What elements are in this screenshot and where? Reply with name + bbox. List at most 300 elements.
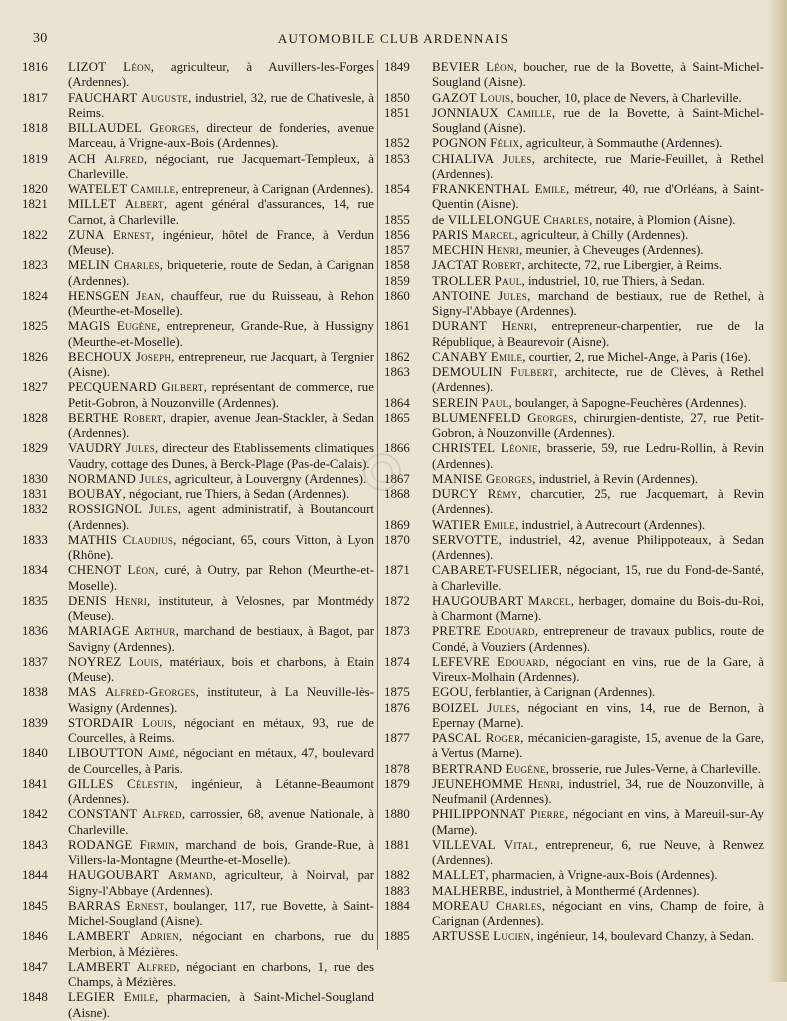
- entry-number: 1883: [384, 883, 410, 898]
- member-surname: RODANGE: [68, 837, 133, 852]
- member-surname: LIBOUTTON: [68, 746, 144, 761]
- member-surname: MATHIS: [68, 532, 118, 547]
- member-entry: [384, 441, 764, 472]
- member-details: , représentant de commerce, rue Petit-Gobron, à Nouzonville (Ardennes).: [68, 380, 374, 410]
- member-details: , architecte, 72, rue Libergier, à Reims.: [521, 258, 723, 273]
- member-details: , curé, à Outry, par Rehon (Meurthe-et-Moselle).: [68, 563, 374, 593]
- member-details: , meunier, à Cheveuges (Ardennes).: [519, 243, 704, 257]
- entry-number: 1816: [22, 60, 48, 74]
- member-surname: PASCAL: [432, 731, 482, 745]
- member-given-name: Alfred: [136, 959, 177, 974]
- member-surname: VAUDRY: [68, 441, 122, 456]
- member-details: , herbager, domaine du Bois-du-Roi, à Charmont (Marne).: [432, 593, 764, 623]
- member-entry: [22, 121, 374, 152]
- member-given-name: Jules: [148, 502, 178, 517]
- member-surname: ZUNA: [68, 227, 105, 242]
- member-surname: DENIS: [68, 593, 107, 608]
- member-entry: [22, 91, 374, 122]
- entry-number: 1880: [384, 807, 410, 822]
- member-details: , marchand de bestiaux, rue de Rethel, à Signy-l'Abbaye (Ardennes).: [432, 288, 764, 318]
- member-surname: EGOU: [432, 685, 469, 700]
- member-surname: DURCY: [432, 487, 479, 501]
- entry-number: 1860: [384, 288, 410, 303]
- entry-number: 1827: [22, 380, 48, 395]
- member-surname: HAUGOUBART: [432, 593, 524, 608]
- member-surname: ACH: [68, 151, 96, 166]
- member-entry: [22, 868, 374, 899]
- member-details: , instituteur, à Velosnes, par Montmédy (Meuse).: [68, 593, 374, 623]
- member-details: , négociant, rue Jacquemart-Templeux, à Charleville.: [68, 151, 374, 181]
- member-surname: LIZOT: [68, 60, 107, 74]
- running-title: AUTOMOBILE CLUB ARDENNAIS: [277, 31, 510, 46]
- member-given-name: Ernest: [112, 227, 152, 242]
- member-details: , industriel, 32, rue de Chativesle, à Reims.: [68, 90, 374, 120]
- member-surname: FRANKENTHAL: [432, 182, 530, 196]
- entry-number: 1832: [22, 502, 48, 517]
- member-surname: PHILIPPONNAT: [432, 807, 526, 822]
- member-given-name: Paul: [481, 395, 509, 410]
- page-header: [0, 31, 787, 51]
- member-entry: [384, 243, 764, 258]
- member-details: , négociant en métaux, 93, rue de Courcelles, à Reims.: [68, 715, 374, 745]
- member-entry: [384, 152, 764, 183]
- member-details: , ingénieur, à Létanne-Beaumont (Ardennes).: [68, 776, 374, 806]
- member-given-name: Charles: [543, 212, 590, 227]
- member-entry: [384, 182, 764, 213]
- entry-number: 1855: [384, 212, 410, 227]
- entry-number: 1822: [22, 227, 48, 242]
- member-given-name: Joseph: [135, 349, 172, 364]
- member-entry: [384, 563, 764, 594]
- entry-number: 1885: [384, 929, 410, 944]
- member-surname: WATIER: [432, 517, 481, 532]
- member-given-name: Charles: [114, 258, 160, 273]
- member-entry: [22, 746, 374, 777]
- member-given-name: Edouard: [486, 624, 535, 639]
- entry-number: 1878: [384, 761, 410, 776]
- member-entry: [22, 655, 374, 686]
- member-details: , boulanger, à Sapogne-Feuchères (Ardennes).: [508, 395, 747, 410]
- member-entry: [22, 197, 374, 228]
- member-surname: MANISE: [432, 471, 483, 486]
- member-surname: HAUGOUBART: [68, 868, 160, 883]
- member-details: , agriculteur, à Louvergny (Ardennes).: [168, 471, 367, 486]
- member-details: , négociant en vins, rue de la Gare, à Vireux-Molhain (Ardennes).: [432, 654, 764, 684]
- member-details: , négociant en vins, 14, rue de Bernon, à Epernay (Marne).: [432, 700, 764, 730]
- member-given-name: Firmin: [139, 837, 176, 852]
- entry-number: 1873: [384, 624, 410, 639]
- member-details: , directeur de fonderies, avenue Marceau, à Vrigne-aux-Bois (Ardennes).: [68, 121, 374, 151]
- member-details: , ferblantier, à Carignan (Ardennes).: [468, 685, 656, 700]
- member-details: , négociant, 15, rue du Fond-de-Santé, à Charleville.: [432, 563, 764, 593]
- member-details: , ingénieur, hôtel de France, à Verdun (Meuse).: [68, 227, 374, 257]
- entry-number: 1861: [384, 319, 410, 334]
- member-details: , mécanicien-garagiste, 15, avenue de la Gare, à Vertus (Marne).: [432, 731, 764, 761]
- member-given-name: Auguste: [141, 90, 189, 105]
- member-surname: PARIS: [432, 227, 469, 242]
- member-given-name: Alfred-Georges: [104, 685, 196, 700]
- member-details: , industriel, à Autrecourt (Ardennes).: [515, 517, 706, 532]
- member-surname: ROSSIGNOL: [68, 502, 143, 517]
- member-entry: [384, 213, 764, 228]
- member-given-name: Jules: [487, 700, 517, 715]
- member-entry: [384, 274, 764, 289]
- member-details: , instituteur, à La Neuville-lès-Wasigny (Ardennes).: [68, 685, 374, 715]
- member-details: , agent administratif, à Boutancourt (Ardennes).: [68, 502, 374, 532]
- member-details: , entrepreneur, rue Jacquart, à Tergnier (Aisne).: [68, 349, 374, 379]
- member-details: , négociant en vins, Champ de foire, à Carignan (Ardennes).: [432, 898, 764, 928]
- member-entry: [384, 533, 764, 564]
- member-entry: [22, 502, 374, 533]
- member-entry: [22, 60, 374, 91]
- entry-number: 1859: [384, 273, 410, 288]
- member-entry: [22, 228, 374, 259]
- member-given-name: Louis: [142, 715, 173, 730]
- member-surname: BECHOUX: [68, 349, 132, 364]
- member-details: , boulanger, 117, rue Bovette, à Saint-Michel-Sougland (Aisne).: [68, 898, 374, 928]
- member-details: , boucher, 10, place de Nevers, à Charleville.: [510, 90, 742, 105]
- member-given-name: Léonie: [500, 441, 538, 456]
- entry-number: 1856: [384, 227, 410, 242]
- member-given-name: Camille: [130, 182, 176, 196]
- entry-number: 1819: [22, 151, 48, 166]
- member-surname: BERTHE: [68, 410, 119, 425]
- member-given-name: Marcel: [527, 593, 571, 608]
- member-entry: [22, 182, 374, 197]
- member-entry: [384, 319, 764, 350]
- entry-number: 1820: [22, 182, 48, 196]
- member-given-name: Paul: [494, 273, 522, 288]
- member-entry: [384, 289, 764, 320]
- member-given-name: Célestin: [127, 776, 175, 791]
- member-entry: [22, 685, 374, 716]
- member-details: , industriel, à Monthermé (Ardennes).: [504, 883, 700, 898]
- member-details: , entrepreneur de travaux publics, route de Condé, à Vouziers (Ardennes).: [432, 624, 764, 654]
- member-details: , architecte, rue de Clèves, à Rethel (Ardennes).: [432, 365, 764, 395]
- member-surname: SEREIN: [432, 395, 479, 410]
- member-details: , industriel, à Revin (Ardennes).: [532, 471, 699, 486]
- entry-number: 1829: [22, 441, 48, 456]
- member-given-name: Robert: [123, 410, 163, 425]
- member-entry: [384, 60, 764, 91]
- member-entry: [384, 929, 764, 944]
- member-given-name: Rémy: [487, 487, 518, 501]
- page-edge: [767, 0, 787, 982]
- right-column: [384, 60, 764, 960]
- member-given-name: Jules: [126, 441, 156, 456]
- member-entry: [384, 807, 764, 838]
- member-surname: BOUBAY: [68, 487, 123, 501]
- member-given-name: Albert: [124, 197, 164, 212]
- member-given-name: Georges: [149, 121, 196, 135]
- entry-number: 1840: [22, 746, 48, 761]
- member-given-name: Edouard: [497, 654, 546, 669]
- member-entry: [384, 396, 764, 411]
- member-details: , industriel, 10, rue Thiers, à Sedan.: [521, 273, 705, 288]
- member-given-name: Léon: [127, 563, 156, 578]
- entry-number: 1869: [384, 517, 410, 532]
- member-entry: [22, 838, 374, 869]
- member-surname: LAMBERT: [68, 929, 131, 944]
- member-entry: [384, 624, 764, 655]
- entry-number: 1865: [384, 410, 410, 425]
- member-entry: [384, 701, 764, 732]
- member-details: , agriculteur, à Sommauthe (Ardennes).: [519, 136, 723, 151]
- entry-number: 1830: [22, 471, 48, 486]
- member-surname: MARIAGE: [68, 624, 130, 639]
- member-details: , entrepreneur-charpentier, rue de la République, à Beaurevoir (Aisne).: [432, 319, 764, 349]
- member-entry: [22, 472, 374, 487]
- member-given-name: Pierre: [530, 807, 566, 822]
- member-entry: [22, 533, 374, 564]
- member-surname: LAMBERT: [68, 959, 131, 974]
- member-surname: ARTUSSE: [432, 929, 490, 944]
- member-entry: [384, 899, 764, 930]
- member-given-name: Jean: [136, 288, 161, 303]
- entry-number: 1881: [384, 837, 410, 852]
- member-given-name: Emile: [483, 517, 516, 532]
- member-entry: [384, 365, 764, 396]
- entry-number: 1846: [22, 929, 48, 944]
- member-entry: [384, 685, 764, 700]
- member-surname: MALHERBE: [432, 883, 505, 898]
- member-surname: TROLLER: [432, 273, 492, 288]
- member-details: , négociant en charbons, 1, rue des Champs, à Mézières.: [68, 959, 374, 989]
- entry-number: 1858: [384, 258, 410, 273]
- member-surname: GILLES: [68, 776, 114, 791]
- member-details: , entrepreneur, 6, rue Neuve, à Renwez (Ardennes).: [432, 837, 764, 867]
- member-surname: VILLEVAL: [432, 837, 496, 852]
- member-given-name: Louis: [479, 90, 511, 105]
- member-entry: [22, 716, 374, 747]
- member-entry: [22, 319, 374, 350]
- member-details: , marchand de bestiaux, à Bagot, par Savigny (Ardennes).: [68, 624, 374, 654]
- member-surname: JACTAT: [432, 258, 479, 273]
- member-details: , négociant, rue Thiers, à Sedan (Ardennes).: [122, 487, 350, 501]
- member-given-name: Adrien: [140, 929, 179, 944]
- entry-number: 1857: [384, 243, 410, 257]
- member-details: , drapier, avenue Jean-Stackler, à Sedan (Ardennes).: [68, 410, 374, 440]
- member-details: , entrepreneur, Grande-Rue, à Hussigny (Meurthe-et-Moselle).: [68, 319, 374, 349]
- member-surname: LEGIER: [68, 990, 116, 1005]
- entry-number: 1871: [384, 563, 410, 578]
- member-details: , entrepreneur, à Carignan (Ardennes).: [175, 182, 374, 196]
- entry-number: 1831: [22, 487, 48, 501]
- entry-number: 1824: [22, 288, 48, 303]
- member-given-name: Eugène: [116, 319, 158, 334]
- entry-number: 1821: [22, 197, 48, 212]
- member-given-name: Jules: [498, 288, 528, 303]
- member-entry: [22, 441, 374, 472]
- entry-number: 1843: [22, 837, 48, 852]
- member-details: , industriel, 42, avenue Philippoteaux, à Sedan (Ardennes).: [432, 532, 764, 562]
- member-details: , pharmacien, à Saint-Michel-Sougland (Aisne).: [68, 990, 374, 1020]
- member-surname: MALLET: [432, 868, 486, 883]
- member-surname: BARRAS: [68, 898, 121, 913]
- member-surname: CABARET-FUSELIER: [432, 563, 559, 578]
- member-given-name: Emile: [123, 990, 156, 1005]
- member-details: , agriculteur, à Auvillers-les-Forges (Ardennes).: [68, 60, 374, 90]
- member-given-name: Marcel: [471, 227, 515, 242]
- member-given-name: Ernest: [126, 898, 165, 913]
- entry-number: 1875: [384, 685, 410, 700]
- member-details: , métreur, 40, rue d'Orléans, à Saint-Quentin (Aisne).: [432, 182, 764, 212]
- member-entry: [22, 152, 374, 183]
- member-given-name: Fulbert: [510, 365, 554, 379]
- member-details: , pharmacien, à Vrigne-aux-Bois (Ardennes).: [485, 868, 718, 883]
- member-surname: de VILLELONGUE: [432, 212, 541, 227]
- member-entry: [384, 350, 764, 365]
- member-given-name: Alfred: [104, 151, 144, 166]
- member-entry: [22, 899, 374, 930]
- member-entry: [384, 868, 764, 883]
- member-given-name: Georges: [527, 410, 574, 425]
- member-surname: FAUCHART: [68, 90, 138, 105]
- member-given-name: Emile: [490, 349, 523, 364]
- entry-number: 1867: [384, 471, 410, 486]
- entry-number: 1845: [22, 898, 48, 913]
- entry-number: 1849: [384, 60, 410, 74]
- member-surname: POGNON: [432, 136, 487, 151]
- member-entry: [22, 777, 374, 808]
- entry-number: 1844: [22, 868, 48, 883]
- member-entry: [384, 518, 764, 533]
- entry-number: 1847: [22, 959, 48, 974]
- entry-number: 1852: [384, 136, 410, 151]
- entry-number: 1823: [22, 258, 48, 273]
- member-entry: [22, 807, 374, 838]
- entry-number: 1833: [22, 532, 48, 547]
- member-details: , ingénieur, 14, boulevard Chanzy, à Sedan.: [530, 929, 755, 944]
- entry-number: 1864: [384, 395, 410, 410]
- member-surname: MECHIN: [432, 243, 485, 257]
- member-surname: LEFEVRE: [432, 654, 490, 669]
- member-details: , briqueterie, route de Sedan, à Carignan (Ardennes).: [68, 258, 374, 288]
- entry-number: 1842: [22, 807, 48, 822]
- member-details: , chauffeur, rue du Ruisseau, à Rehon (Meurthe-et-Moselle).: [68, 288, 374, 318]
- member-surname: CHIALIVA: [432, 151, 495, 166]
- entry-number: 1868: [384, 487, 410, 501]
- member-details: , agent général d'assurances, 14, rue Carnot, à Charleville.: [68, 197, 374, 227]
- member-entry: [22, 487, 374, 502]
- member-surname: BILLAUDEL: [68, 121, 143, 135]
- entry-number: 1853: [384, 151, 410, 166]
- entry-number: 1884: [384, 898, 410, 913]
- member-surname: DURANT: [432, 319, 487, 334]
- member-surname: CHRISTEL: [432, 441, 496, 456]
- member-surname: BEVIER: [432, 60, 480, 74]
- member-details: , directeur des Etablissements climatiques Vaudry, cottage des Dunes, à Berck-Plage (Pas-de-Calais).: [68, 441, 374, 471]
- entry-number: 1863: [384, 365, 410, 379]
- member-details: , charcutier, 25, rue Jacquemart, à Revin (Ardennes).: [432, 487, 764, 517]
- entry-number: 1862: [384, 349, 410, 364]
- entry-number: 1836: [22, 624, 48, 639]
- member-entry: [384, 731, 764, 762]
- member-given-name: Arthur: [134, 624, 176, 639]
- member-entry: [384, 487, 764, 518]
- member-given-name: Léon: [486, 60, 514, 74]
- member-given-name: Henri: [115, 593, 148, 608]
- library-stamp-icon: [352, 442, 412, 522]
- member-entry: [384, 228, 764, 243]
- entry-number: 1882: [384, 868, 410, 883]
- member-entry: [384, 258, 764, 273]
- member-entry: [22, 380, 374, 411]
- member-entry: [384, 411, 764, 442]
- entry-number: 1838: [22, 685, 48, 700]
- member-entry: [384, 106, 764, 137]
- member-surname: JONNIAUX: [432, 105, 499, 120]
- member-surname: PECQUENARD: [68, 380, 157, 395]
- member-details: , boucher, rue de la Bovette, à Saint-Michel-Sougland (Aisne).: [432, 60, 764, 90]
- member-details: , négociant en métaux, 47, boulevard de Courcelles, à Paris.: [68, 746, 374, 776]
- member-entry: [22, 258, 374, 289]
- member-entry: [22, 929, 374, 960]
- entry-number: 1870: [384, 532, 410, 547]
- member-surname: SERVOTTE: [432, 532, 499, 547]
- member-details: , négociant en charbons, rue du Merbion, à Mézières.: [68, 929, 374, 959]
- member-details: , agriculteur, à Chilly (Ardennes).: [514, 227, 689, 242]
- entry-number: 1839: [22, 715, 48, 730]
- member-details: , courtier, 2, rue Michel-Ange, à Paris (16e).: [522, 349, 751, 364]
- member-given-name: Charles: [496, 898, 542, 913]
- member-surname: MOREAU: [432, 898, 490, 913]
- member-given-name: Henri: [528, 776, 560, 791]
- member-surname: BLUMENFELD: [432, 410, 521, 425]
- member-given-name: Alfred: [142, 807, 182, 822]
- member-details: , brosserie, rue Jules-Verne, à Charleville.: [545, 761, 761, 776]
- member-surname: CANABY: [432, 349, 488, 364]
- member-surname: GAZOT: [432, 90, 477, 105]
- member-surname: MILLET: [68, 197, 117, 212]
- member-entry: [384, 762, 764, 777]
- entry-number: 1851: [384, 105, 410, 120]
- member-details: , carrossier, 68, avenue Nationale, à Charleville.: [68, 807, 374, 837]
- member-given-name: Aimé: [148, 746, 176, 761]
- member-given-name: Félix: [490, 136, 520, 151]
- member-entry: [384, 136, 764, 151]
- member-given-name: Henri: [501, 319, 534, 334]
- member-given-name: Armand: [168, 868, 213, 883]
- member-surname: MELIN: [68, 258, 110, 273]
- member-given-name: Gilbert: [161, 380, 204, 395]
- member-details: , négociant en vins, à Mareuil-sur-Ay (Marne).: [432, 807, 764, 837]
- member-surname: HENSGEN: [68, 288, 130, 303]
- member-surname: CONSTANT: [68, 807, 138, 822]
- entry-number: 1877: [384, 731, 410, 745]
- member-surname: WATELET: [68, 182, 128, 196]
- member-details: , architecte, rue Marie-Feuillet, à Rethel (Ardennes).: [432, 151, 764, 181]
- member-entry: [22, 289, 374, 320]
- entry-number: 1876: [384, 700, 410, 715]
- member-surname: MAGIS: [68, 319, 111, 334]
- entry-number: 1872: [384, 593, 410, 608]
- member-entry: [384, 91, 764, 106]
- member-entry: [384, 594, 764, 625]
- entry-number: 1866: [384, 441, 410, 456]
- member-surname: CHENOT: [68, 563, 122, 578]
- member-surname: MAS: [68, 685, 97, 700]
- member-given-name: Vital: [503, 837, 535, 852]
- member-given-name: Henri: [487, 243, 520, 257]
- left-column: [22, 60, 374, 1020]
- member-entry: [384, 884, 764, 899]
- member-entry: [384, 838, 764, 869]
- member-details: , chirurgien-dentiste, 27, rue Petit-Gobron, à Nouzonville (Ardennes).: [432, 410, 764, 440]
- member-surname: JEUNEHOMME: [432, 776, 523, 791]
- member-details: , brasserie, 59, rue Ledru-Rollin, à Revin (Ardennes).: [432, 441, 764, 471]
- member-entry: [22, 350, 374, 381]
